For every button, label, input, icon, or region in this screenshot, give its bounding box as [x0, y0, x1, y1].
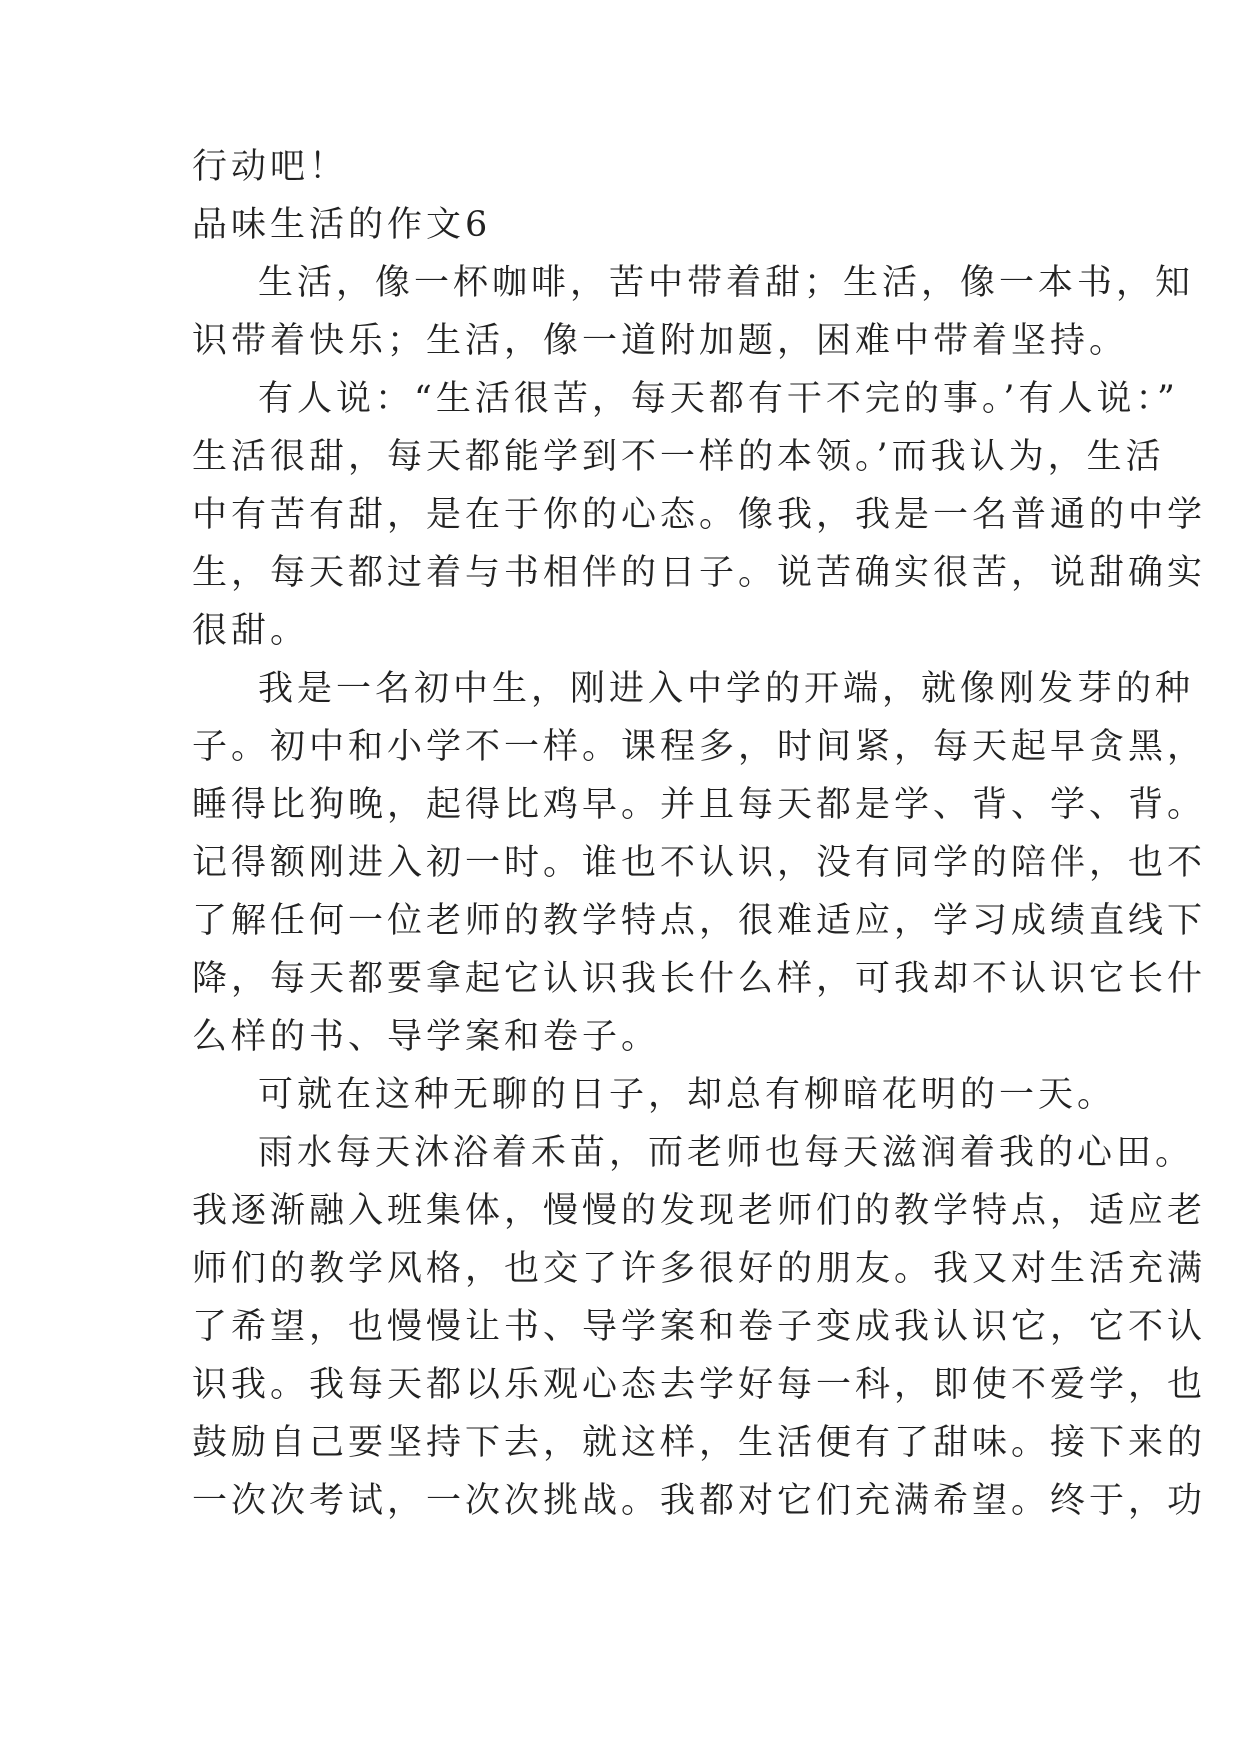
paragraph-line: 生，每天都过着与书相伴的日子。说苦确实很苦，说甜确实 — [192, 553, 1207, 593]
paragraph-line: 可就在这种无聊的日子，却总有柳暗花明的一天。 — [258, 1075, 1117, 1115]
paragraph-line: 雨水每天沐浴着禾苗，而老师也每天滋润着我的心田。 — [258, 1133, 1195, 1173]
paragraph-line: 生活，像一杯咖啡，苦中带着甜；生活，像一本书，知 — [258, 263, 1195, 303]
paragraph-line: 我逐渐融入班集体，慢慢的发现老师们的教学特点，适应老 — [192, 1191, 1207, 1231]
paragraph-line: 识我。我每天都以乐观心态去学好每一科，即使不爱学，也 — [192, 1365, 1207, 1405]
paragraph-line: 鼓励自己要坚持下去，就这样，生活便有了甜味。接下来的 — [192, 1423, 1207, 1463]
paragraph-line: 很甜。 — [192, 611, 310, 651]
essay-title: 品味生活的作文6 — [192, 205, 492, 245]
paragraph-line: 生活很甜，每天都能学到不一样的本领。’而我认为，生活 — [192, 437, 1165, 477]
paragraph-line: 子。初中和小学不一样。课程多，时间紧，每天起早贪黑， — [192, 727, 1207, 767]
paragraph-line: 了希望，也慢慢让书、导学案和卷子变成我认识它，它不认 — [192, 1307, 1207, 1347]
paragraph-line: 记得额刚进入初一时。谁也不认识，没有同学的陪伴，也不 — [192, 843, 1207, 883]
paragraph-line: 睡得比狗晚，起得比鸡早。并且每天都是学、背、学、背。 — [192, 785, 1207, 825]
paragraph-line: 一次次考试，一次次挑战。我都对它们充满希望。终于，功 — [192, 1481, 1207, 1521]
paragraph-line: 有人说：“生活很苦，每天都有干不完的事。’有人说：” — [258, 379, 1179, 419]
paragraph-line: 了解任何一位老师的教学特点，很难适应，学习成绩直线下 — [192, 901, 1207, 941]
text-line: 行动吧！ — [192, 147, 349, 187]
paragraph-line: 识带着快乐；生活，像一道附加题，困难中带着坚持。 — [192, 321, 1129, 361]
paragraph-line: 我是一名初中生，刚进入中学的开端，就像刚发芽的种 — [258, 669, 1195, 709]
paragraph-line: 么样的书、导学案和卷子。 — [192, 1017, 661, 1057]
paragraph-line: 师们的教学风格，也交了许多很好的朋友。我又对生活充满 — [192, 1249, 1207, 1289]
paragraph-line: 降，每天都要拿起它认识我长什么样，可我却不认识它长什 — [192, 959, 1207, 999]
paragraph-line: 中有苦有甜，是在于你的心态。像我，我是一名普通的中学 — [192, 495, 1207, 535]
